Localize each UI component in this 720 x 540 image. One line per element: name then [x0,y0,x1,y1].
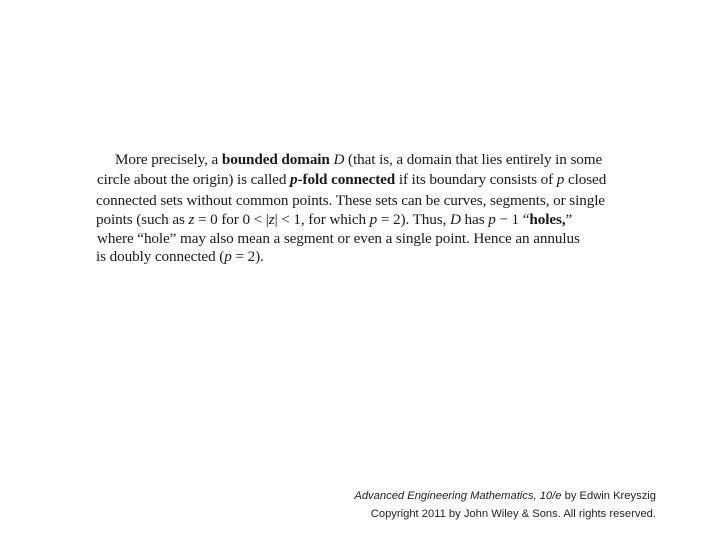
text-span: − 1 “ [495,211,530,228]
passage-line-4 [96,210,572,230]
text-span: = 2). [231,248,264,265]
math-variable-p: p [224,248,232,265]
book-author: by Edwin Kreyszig [561,490,656,502]
term-holes: holes, [529,211,566,228]
math-variable-D: D [333,151,345,168]
text-span: if its boundary consists of [395,171,557,188]
math-variable-p: p [369,211,378,228]
text-span: ” [565,211,573,228]
text-span: (that is, a domain that lies entirely in some [344,151,603,168]
math-variable-D: D [449,211,461,228]
book-title: Advanced Engineering Mathematics, 10/e [354,490,562,502]
text-span: | < 1, for which [274,211,370,228]
text-span: = 2). Thus, [377,211,450,228]
math-variable-p: p [488,211,496,228]
text-span: circle about the origin) is called [97,171,291,188]
math-variable-z: z [268,211,275,228]
passage-line-1 [115,150,602,170]
term-p-fold-connected: -fold connected [297,171,396,188]
math-variable-z: z [188,211,195,228]
passage-line-2 [97,170,606,190]
math-variable-p: p [290,171,298,188]
passage-line-6 [96,247,264,267]
text-span: More precisely, a [115,151,222,168]
passage-line-3: connected sets without common points. These sets can be curves, segments, or single [96,192,605,209]
term-bounded-domain: bounded domain [221,151,330,168]
passage-line-5: where “hole” may also mean a segment or even a single point. Hence an annulus [97,230,580,247]
footer-citation [354,487,656,505]
slide-footer [354,487,656,523]
text-span: is doubly connected ( [96,248,225,265]
text-span: closed [564,171,607,188]
math-variable-p: p [556,171,565,188]
text-span: has [460,211,489,228]
text-span: = 0 for 0 < | [194,211,269,228]
text-span: points (such as [96,211,189,228]
footer-copyright: Copyright 2011 by John Wiley & Sons. All rights reserved. [370,508,656,520]
